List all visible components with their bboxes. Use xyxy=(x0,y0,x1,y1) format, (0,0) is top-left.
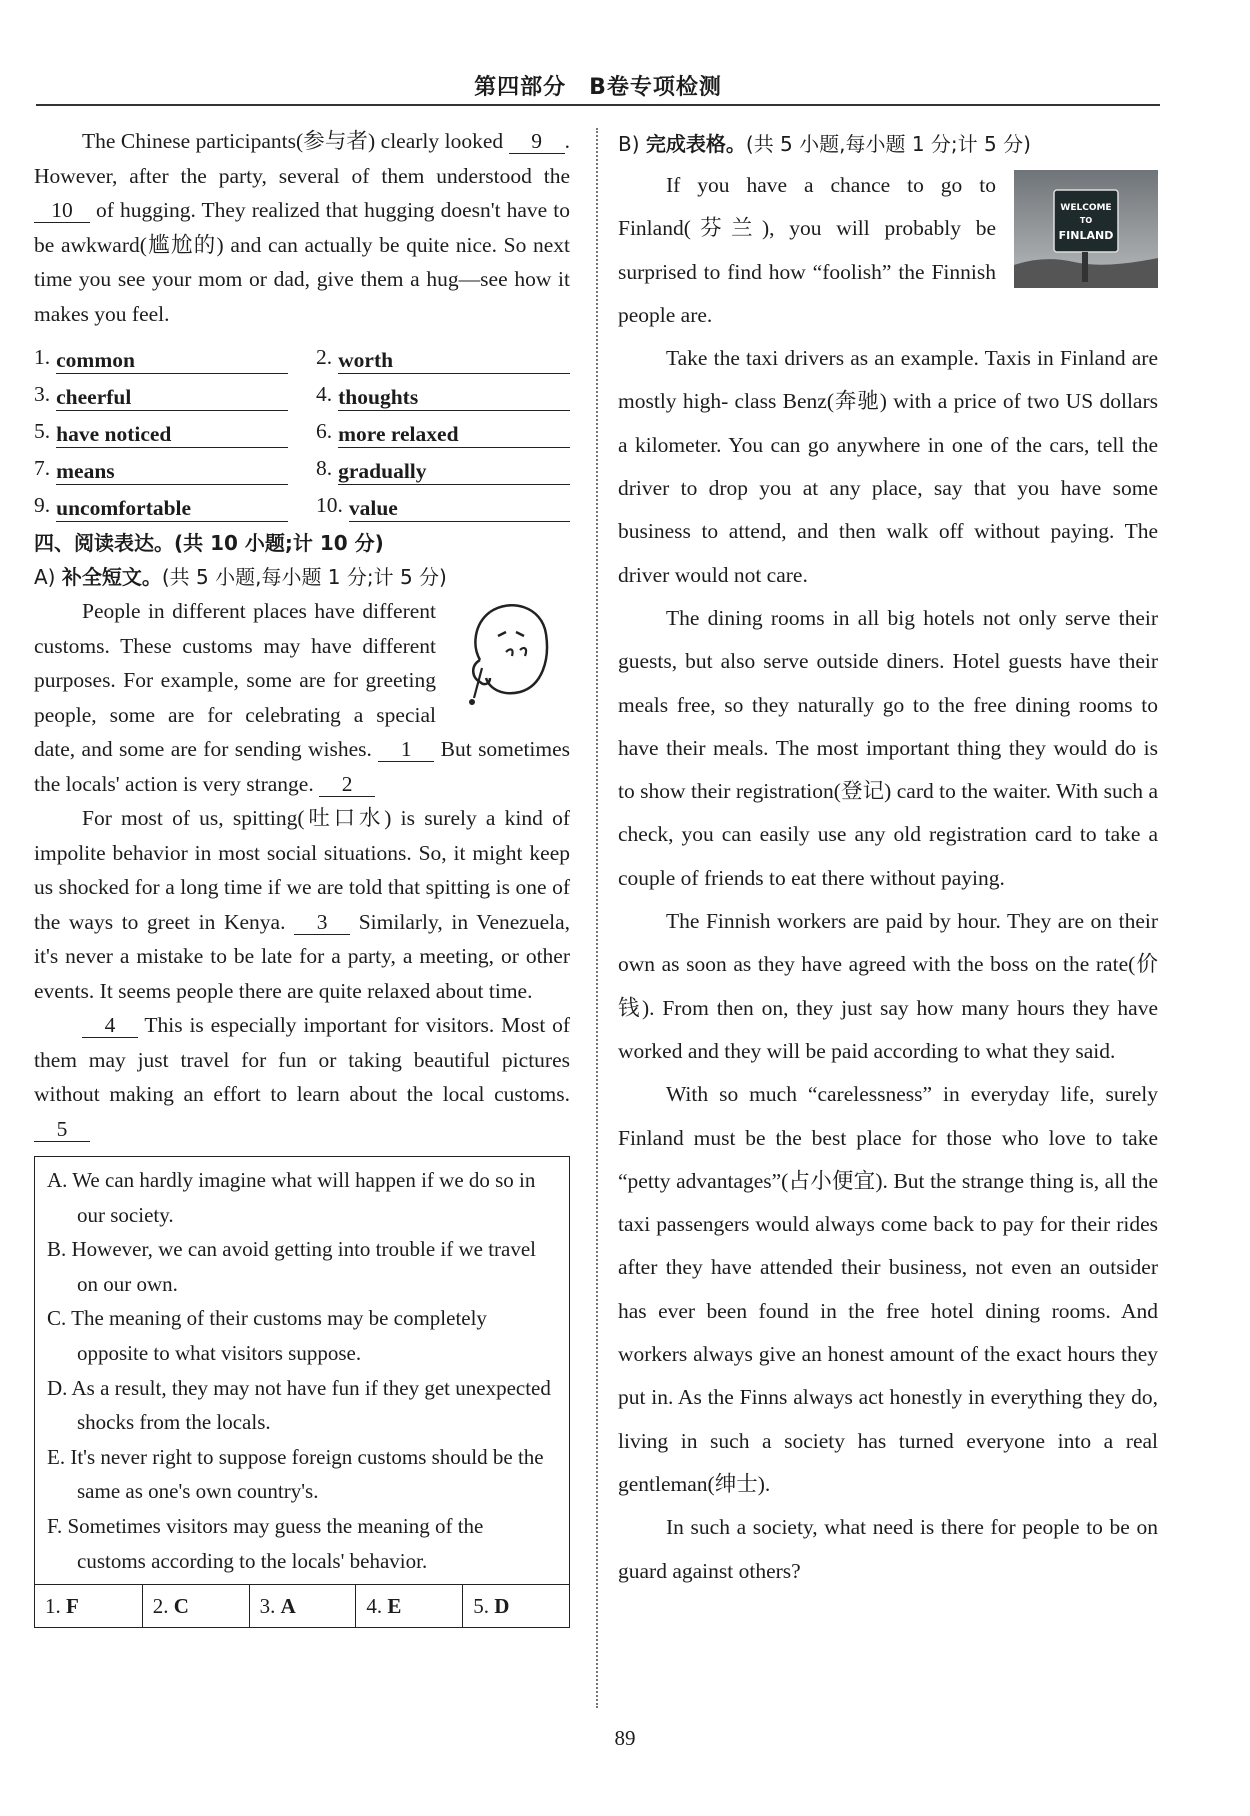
intro-paragraph: The Chinese participants(参与者) clearly looked 9 . However, after the party, several of them understood the 10 of hugging. They realized that hugging doesn't have to be awkward(尴尬的) and can actually be quite nice. So next time you see your mom or dad, give them a hug—see how it makes you feel. xyxy=(34,129,571,326)
running-header xyxy=(36,70,1160,106)
answer-item: 5. have noticed xyxy=(34,411,288,448)
blank-5: 5 xyxy=(34,1117,90,1142)
option-item: C. The meaning of their customs may be completely opposite to what visitors suppose. xyxy=(47,1306,487,1365)
key-cell: 1. F xyxy=(45,1594,79,1619)
header-title: 第四部分 B卷专项检测 xyxy=(474,75,722,100)
passage-b-paragraph: The Finnish workers are paid by hour. They are on their own as soon as they have agreed with the boss on the rate(价钱). From then on, they just say how many hours they have worked and they will be paid according to what they said. xyxy=(618,909,1158,1063)
key-cell: 5. D xyxy=(462,1585,569,1627)
key-cell: 4. E xyxy=(355,1585,462,1627)
answer-item: 8. gradually xyxy=(316,448,570,485)
passage-a-paragraph-3: 4 This is especially important for visitors. Most of them may just travel for fun or taking beautiful pictures without making an effort to learn about the local customs. 5 xyxy=(34,1013,570,1141)
answer-item: 7. means xyxy=(34,448,288,485)
passage-b-paragraph: In such a society, what need is there for people to be on guard against others? xyxy=(618,1515,1158,1583)
blank-9: 9 xyxy=(509,129,565,154)
option-item: B. However, we can avoid getting into trouble if we travel on our own. xyxy=(47,1237,537,1296)
answer-item: 3. cheerful xyxy=(34,374,288,411)
passage-b-paragraph: Take the taxi drivers as an example. Taxis in Finland are mostly high- class Benz(奔驰) with a price of two US dollars a kilometer. You can go anywhere in one of the cars, tell the driver to drop you at any place, say that you have some business to attend, and then walk off without paying. The driver would not care. xyxy=(618,346,1158,587)
sign-line-2: TO xyxy=(1079,216,1093,225)
option-item: D. As a result, they may not have fun if they get unexpected shocks from the locals. xyxy=(47,1375,551,1435)
option-item: F. Sometimes visitors may guess the meaning of the customs according to the locals' behavior. xyxy=(47,1513,484,1573)
passage-a-paragraph-1: People in different places have different customs. These customs may have different purposes. For example, some are for greeting people, some are for celebrating a special date, and some are for sending wishes. 1 But sometimes the locals' action is very strange. 2 xyxy=(34,594,570,801)
blank-2: 2 xyxy=(319,772,375,797)
thinking-face-illustration xyxy=(450,594,570,714)
passage-a-paragraph-2: For most of us, spitting(吐口水) is surely a kind of impolite behavior in most social situations. So, it might keep us shocked for a long time if we are told that spitting is one of the ways to greet in Kenya. 3 Similarly, in Venezuela, it's never a mistake to be late for a party, a meeting, or other events. It seems people there are quite relaxed about time. xyxy=(34,806,571,1003)
welcome-finland-sign-photo xyxy=(1014,170,1158,288)
answer-item: 9. uncomfortable xyxy=(34,485,288,522)
passage-b-paragraph: With so much “carelessness” in everyday life, surely Finland must be the best place for those who love to take “petty advantages”(占小便宜). But the strange thing is, all the taxi passengers would always come back to pay for their rides after they have attended their business, not even an outsider has ever been found in the free hotel dining rooms. And workers always give an honest amount of the exact hours they put in. As the Finns always act honestly in everything they do, living in such a society has turned everyone into a real gentleman(绅士). xyxy=(618,1082,1158,1496)
blank-1: 1 xyxy=(378,737,434,762)
option-item: A. We can hardly imagine what will happen if we do so in our society. xyxy=(47,1168,536,1227)
sign-line-1: WELCOME xyxy=(1060,203,1112,213)
answer-item: 2. worth xyxy=(316,337,570,374)
sign-line-3: FINLAND xyxy=(1058,229,1114,242)
options-box xyxy=(34,1156,570,1628)
options-list xyxy=(35,1157,569,1584)
answer-item: 4. thoughts xyxy=(316,374,570,411)
passage-b-paragraph: WELCOME TO FINLAND If you have a chance to go to Finland(芬兰), you will probably be surprised to find how “foolish” the Finnish people are. xyxy=(618,164,1158,337)
key-cell: 3. A xyxy=(249,1585,356,1627)
column-divider xyxy=(596,128,598,1708)
part-b-heading: B) 完成表格。(共 5 小题,每小题 1 分;计 5 分) xyxy=(618,132,1031,156)
part-a-heading: A) 补全短文。(共 5 小题,每小题 1 分;计 5 分) xyxy=(34,565,447,589)
answer-item: 10. value xyxy=(316,485,570,522)
blank-4: 4 xyxy=(82,1013,138,1038)
section-heading: 四、阅读表达。(共 10 小题;计 10 分) xyxy=(34,531,384,555)
left-column xyxy=(34,124,570,1628)
answer-item: 6. more relaxed xyxy=(316,411,570,448)
blank-3: 3 xyxy=(294,910,350,935)
page-number: 89 xyxy=(614,1726,636,1750)
answer-list xyxy=(34,337,570,522)
right-column xyxy=(618,124,1158,1593)
answer-key-row xyxy=(35,1584,569,1627)
option-item: E. It's never right to suppose foreign customs should be the same as one's own country's. xyxy=(47,1444,544,1504)
key-cell: 2. C xyxy=(142,1585,249,1627)
blank-10: 10 xyxy=(34,198,90,223)
passage-b-paragraph: The dining rooms in all big hotels not only serve their guests, but also serve outside diners. Hotel guests have their meals free, so they naturally go to the free dining rooms to have their meals. The most important thing they would do is to show their registration(登记) card to the waiter. With such a check, you can easily use any old registration card to take a couple of friends to eat there without paying. xyxy=(618,605,1158,890)
answer-item: 1. common xyxy=(34,337,288,374)
